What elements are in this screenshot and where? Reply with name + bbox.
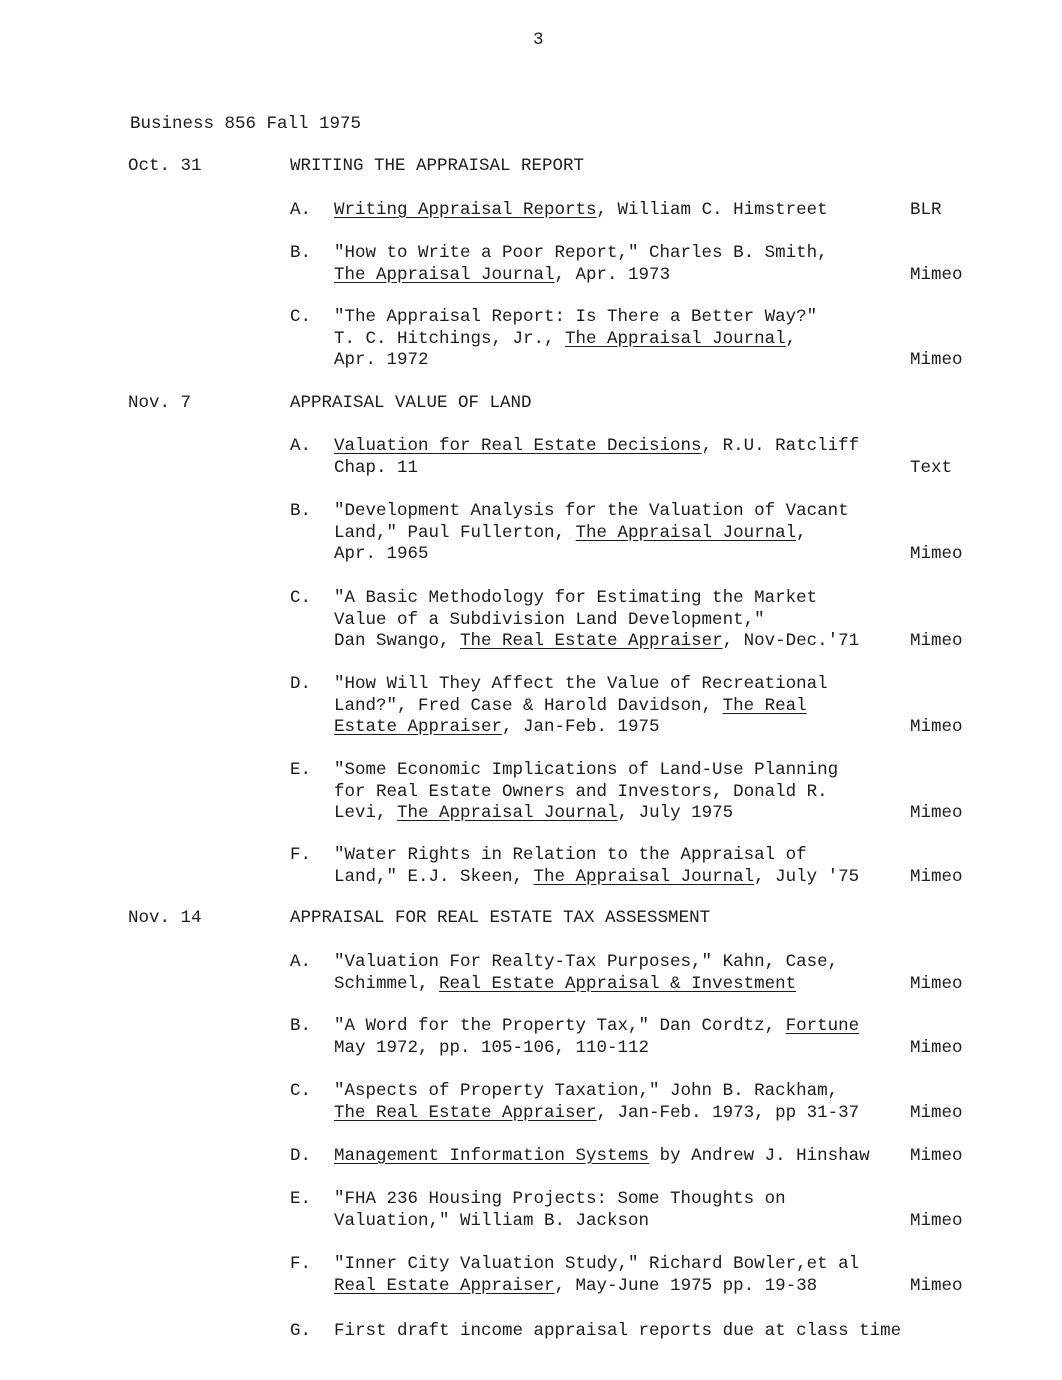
source-format: Mimeo (910, 1146, 963, 1166)
reading-item (290, 674, 990, 739)
citation-text: "How Will They Affect the Value of Recreational (334, 674, 828, 694)
citation-line (334, 1016, 914, 1038)
publication-title: The Appraisal Journal (565, 328, 786, 349)
citation-line (334, 803, 914, 825)
citation-line (334, 329, 914, 351)
item-letter: A. (290, 436, 312, 456)
citation-text: , (796, 522, 807, 543)
citation-text: , William C. Himstreet (596, 200, 828, 220)
citation-line (334, 782, 914, 804)
citation (334, 1081, 914, 1124)
source-format: Mimeo (910, 264, 963, 285)
citation-line (334, 696, 914, 718)
citation-text: "Some Economic Implications of Land-Use Planning (334, 760, 839, 780)
item-letter: C. (290, 1081, 312, 1101)
source-format: Mimeo (910, 866, 963, 887)
citation-text: Land?", Fred Case & Harold Davidson, (334, 695, 723, 716)
citation-line (334, 952, 914, 974)
citation-text: , July 1975 (617, 803, 734, 823)
citation-text: "Inner City Valuation Study," Richard Bowler,et al (334, 1254, 860, 1274)
source-format: Mimeo (910, 350, 963, 370)
item-letter: B. (290, 243, 312, 263)
session-topic: APPRAISAL FOR REAL ESTATE TAX ASSESSMENT (290, 908, 711, 928)
source-format: Mimeo (910, 973, 963, 994)
reading-item (290, 1254, 990, 1297)
source-format: Text (910, 457, 953, 478)
citation-text: "The Appraisal Report: Is There a Better Way?" (334, 307, 818, 327)
citation-line (334, 760, 914, 782)
session-topic: APPRAISAL VALUE OF LAND (290, 393, 532, 413)
citation (334, 588, 914, 653)
item-letter: B. (290, 1016, 312, 1036)
source-format: Mimeo (910, 1210, 963, 1231)
reading-item (290, 307, 990, 372)
citation-text: Land," Paul Fullerton, (334, 522, 576, 543)
citation-line (334, 1321, 914, 1343)
source-format: Mimeo (910, 1102, 963, 1123)
item-letter: E. (290, 1189, 312, 1209)
citation-text: Dan Swango, (334, 631, 461, 651)
citation-line (334, 523, 914, 545)
citation-text: , R.U. Ratcliff (701, 436, 860, 456)
publication-title: The Appraisal Journal (533, 866, 755, 887)
citation-line (334, 974, 914, 996)
citation-line (334, 501, 914, 523)
reading-item (290, 436, 990, 479)
citation-text: First draft income appraisal reports due at class time (334, 1321, 902, 1341)
citation-line (334, 544, 914, 566)
item-letter: F. (290, 845, 312, 865)
citation (334, 307, 914, 372)
citation (334, 674, 914, 739)
citation (334, 952, 914, 995)
publication-title: Management Information Systems (334, 1146, 650, 1166)
session-date: Oct. 31 (128, 156, 202, 176)
citation (334, 760, 914, 825)
citation-line (334, 350, 914, 372)
citation-line (334, 265, 914, 287)
citation-text: Levi, (334, 803, 398, 823)
citation-line (334, 867, 914, 889)
publication-title: The Real Estate Appraiser (460, 631, 723, 651)
citation-text: Valuation," William B. Jackson (334, 1210, 650, 1231)
citation-text: Apr. 1972 (334, 350, 429, 370)
citation-text: "A Word for the Property Tax," Dan Cordtz, (334, 1016, 786, 1036)
citation-line (334, 436, 914, 458)
source-format: Mimeo (910, 717, 963, 737)
citation-text: "Development Analysis for the Valuation of Vacant (334, 501, 849, 521)
item-letter: F. (290, 1254, 312, 1274)
item-letter: A. (290, 200, 312, 220)
publication-title: Real Estate Appraisal & Investment (439, 973, 797, 994)
citation-text: "Aspects of Property Taxation," John B. Rackham, (334, 1081, 839, 1101)
citation-text: "How to Write a Poor Report," Charles B. Smith, (334, 243, 828, 263)
citation-line (334, 1189, 914, 1211)
item-letter: A. (290, 952, 312, 972)
citation-line (334, 243, 914, 265)
citation-text: T. C. Hitchings, Jr., (334, 328, 566, 349)
citation-text: , Jan-Feb. 1973, pp 31-37 (596, 1102, 860, 1123)
citation (334, 1254, 914, 1297)
page-number: 3 (533, 30, 544, 50)
citation-text: , Jan-Feb. 1975 (502, 717, 660, 737)
citation-line (334, 717, 914, 739)
session-topic: WRITING THE APPRAISAL REPORT (290, 156, 585, 176)
citation-line (334, 610, 914, 632)
citation-line (334, 307, 914, 329)
citation-text: , Nov-Dec.'71 (722, 631, 860, 651)
item-letter: G. (290, 1321, 312, 1341)
citation-text: , July '75 (754, 866, 860, 887)
reading-item (290, 1016, 990, 1059)
citation-line (334, 588, 914, 610)
reading-item (290, 588, 990, 653)
citation-text: Value of a Subdivision Land Development," (334, 609, 765, 630)
source-format: Mimeo (910, 803, 963, 823)
source-format: BLR (910, 200, 942, 220)
citation (334, 436, 914, 479)
citation-text: "A Basic Methodology for Estimating the Market (334, 588, 818, 608)
reading-item (290, 1321, 990, 1343)
reading-item (290, 845, 990, 888)
citation (334, 1321, 914, 1343)
session-date: Nov. 14 (128, 908, 202, 928)
reading-item (290, 200, 990, 222)
publication-title: The Real Estate Appraiser (334, 1102, 597, 1123)
publication-title: Valuation for Real Estate Decisions (334, 436, 702, 456)
citation-text: "Valuation For Realty-Tax Purposes," Kahn, Case, (334, 952, 839, 972)
publication-title: Real Estate Appraiser (334, 1275, 555, 1296)
item-letter: C. (290, 588, 312, 608)
item-letter: D. (290, 1146, 312, 1166)
reading-item (290, 243, 990, 286)
citation-text: Land," E.J. Skeen, (334, 866, 534, 887)
citation (334, 243, 914, 286)
citation-line (334, 458, 914, 480)
citation (334, 200, 914, 222)
citation (334, 1016, 914, 1059)
item-letter: D. (290, 674, 312, 694)
source-format: Mimeo (910, 631, 963, 651)
publication-title: Estate Appraiser (334, 717, 503, 737)
reading-item (290, 501, 990, 566)
citation-text: by Andrew J. Hinshaw (649, 1146, 870, 1166)
reading-item (290, 760, 990, 825)
reading-item (290, 952, 990, 995)
citation-text: "FHA 236 Housing Projects: Some Thoughts on (334, 1189, 786, 1209)
citation-line (334, 1081, 914, 1103)
publication-title: The Appraisal Journal (334, 264, 555, 285)
citation-text: Apr. 1965 (334, 544, 429, 564)
citation-line (334, 845, 914, 867)
citation-text: , May-June 1975 pp. 19-38 (554, 1275, 818, 1296)
citation-line (334, 1276, 914, 1298)
citation-line (334, 1211, 914, 1233)
source-format: Mimeo (910, 1275, 963, 1296)
item-letter: C. (290, 307, 312, 327)
publication-title: The Appraisal Journal (397, 803, 618, 823)
publication-title: The Appraisal Journal (575, 522, 797, 543)
publication-title: Writing Appraisal Reports (334, 200, 597, 220)
publication-title: Fortune (785, 1016, 860, 1036)
citation (334, 1189, 914, 1232)
reading-item (290, 1081, 990, 1124)
citation-line (334, 1103, 914, 1125)
source-format: Mimeo (910, 1037, 963, 1058)
source-format: Mimeo (910, 544, 963, 564)
course-header: Business 856 Fall 1975 (130, 114, 362, 134)
citation-text: for Real Estate Owners and Investors, Donald R. (334, 781, 828, 802)
citation-line (334, 1038, 914, 1060)
reading-item (290, 1189, 990, 1232)
citation-text: , (785, 328, 797, 349)
citation-line (334, 1146, 914, 1168)
citation-text: May 1972, pp. 105-106, 110-112 (334, 1037, 650, 1058)
citation (334, 845, 914, 888)
publication-title: The Real (722, 695, 807, 716)
reading-item (290, 1146, 990, 1168)
item-letter: E. (290, 760, 312, 780)
session-date: Nov. 7 (128, 393, 192, 413)
citation-text: Schimmel, (334, 973, 440, 994)
citation (334, 501, 914, 566)
citation-line (334, 200, 914, 222)
citation (334, 1146, 914, 1168)
citation-text: Chap. 11 (334, 457, 419, 478)
citation-line (334, 631, 914, 653)
citation-line (334, 674, 914, 696)
item-letter: B. (290, 501, 312, 521)
citation-text: , Apr. 1973 (554, 264, 671, 285)
citation-line (334, 1254, 914, 1276)
citation-text: "Water Rights in Relation to the Appraisal of (334, 845, 807, 865)
